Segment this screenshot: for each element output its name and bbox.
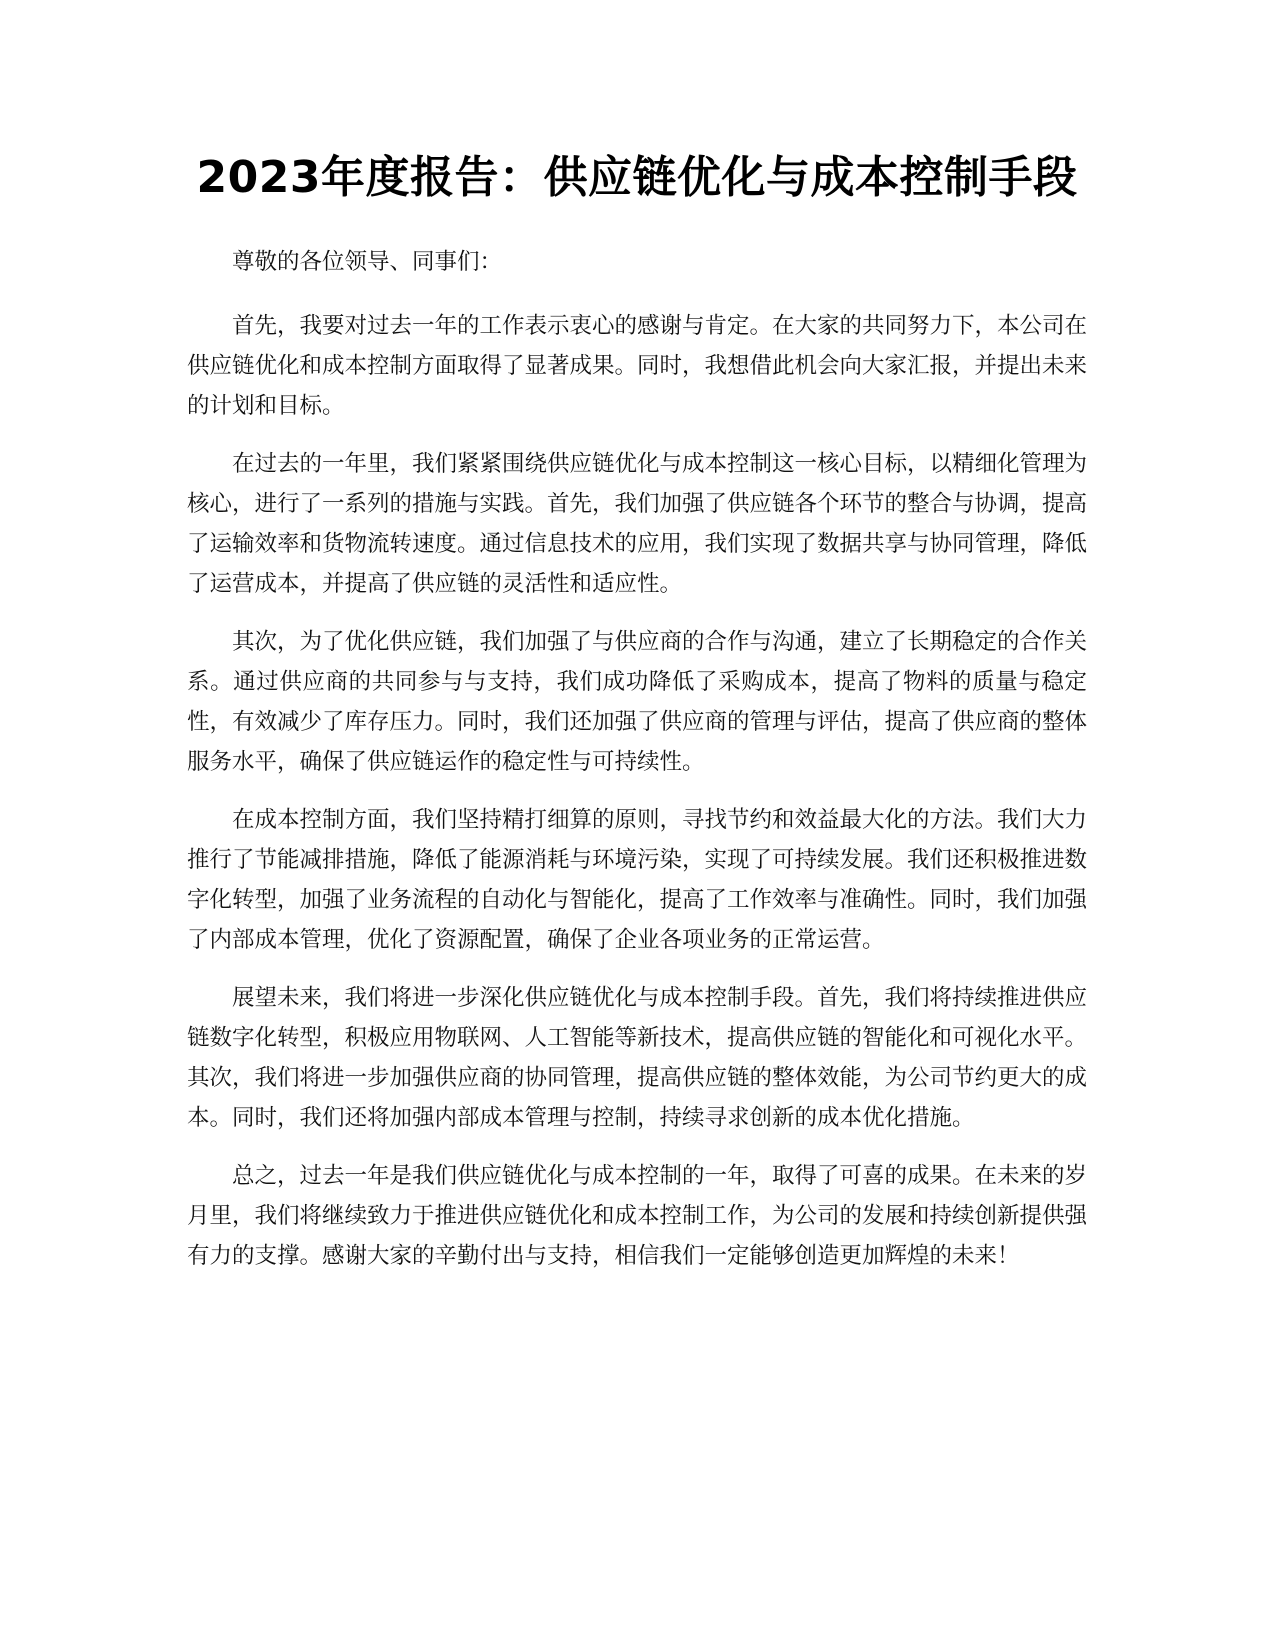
paragraph-future-outlook: 展望未来，我们将进一步深化供应链优化与成本控制手段。首先，我们将持续推进供应链数字化转型，积极应用物联网、人工智能等新技术，提高供应链的智能化和可视化水平。其次，我们将进一步加强供应商的协同管理，提高供应链的整体效能，为公司节约更大的成本。同时，我们还将加强内部成本管理与控制，持续寻求创新的成本优化措施。 (187, 985, 1088, 1131)
paragraph-thanks: 首先，我要对过去一年的工作表示衷心的感谢与肯定。在大家的共同努力下，本公司在供应链优化和成本控制方面取得了显著成果。同时，我想借此机会向大家汇报，并提出未来的计划和目标。 (187, 313, 1088, 419)
paragraph-supplier-cooperation: 其次，为了优化供应链，我们加强了与供应商的合作与沟通，建立了长期稳定的合作关系。通过供应商的共同参与与支持，我们成功降低了采购成本，提高了物料的质量与稳定性，有效减少了库存压力。同时，我们还加强了供应商的管理与评估，提高了供应商的整体服务水平，确保了供应链运作的稳定性与可持续性。 (187, 629, 1088, 775)
greeting-line: 尊敬的各位领导、同事们： (232, 249, 503, 275)
paragraph-conclusion: 总之，过去一年是我们供应链优化与成本控制的一年，取得了可喜的成果。在未来的岁月里，我们将继续致力于推进供应链优化和成本控制工作，为公司的发展和持续创新提供强有力的支撑。感谢大家的辛勤付出与支持，相信我们一定能够创造更加辉煌的未来！ (187, 1163, 1088, 1269)
document-title: 2023年度报告：供应链优化与成本控制手段 (196, 152, 1078, 203)
paragraph-supply-chain-measures: 在过去的一年里，我们紧紧围绕供应链优化与成本控制这一核心目标，以精细化管理为核心，进行了一系列的措施与实践。首先，我们加强了供应链各个环节的整合与协调，提高了运输效率和货物流转速度。通过信息技术的应用，我们实现了数据共享与协同管理，降低了运营成本，并提高了供应链的灵活性和适应性。 (187, 451, 1088, 597)
document-page (187, 148, 1087, 1294)
paragraph-cost-control: 在成本控制方面，我们坚持精打细算的原则，寻找节约和效益最大化的方法。我们大力推行了节能减排措施，降低了能源消耗与环境污染，实现了可持续发展。我们还积极推进数字化转型，加强了业务流程的自动化与智能化，提高了工作效率与准确性。同时，我们加强了内部成本管理，优化了资源配置，确保了企业各项业务的正常运营。 (187, 807, 1088, 953)
